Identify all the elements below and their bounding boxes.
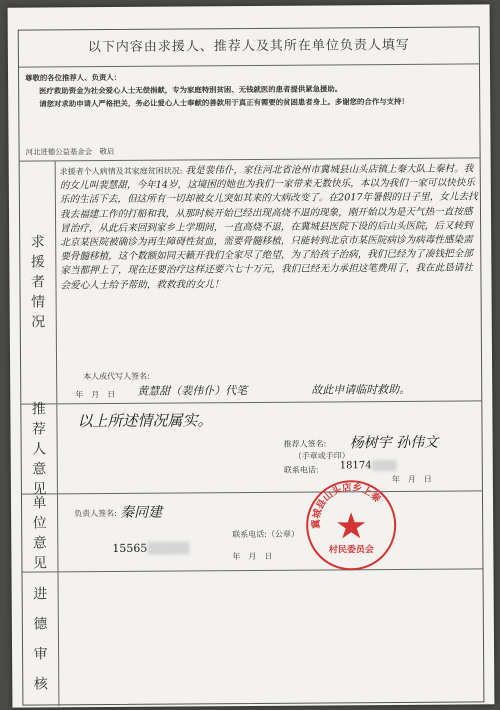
recommender-date: 年 月 日 xyxy=(391,474,432,485)
recommender-label xyxy=(21,400,58,498)
seal-bottom-text: 村民委员会 xyxy=(328,545,374,556)
unit-label xyxy=(22,494,59,571)
seal-star-icon xyxy=(337,512,365,538)
unit-phone-label: 联系电话:（公章） xyxy=(232,529,299,540)
recommender-signature-label: 推荐人签名: xyxy=(283,439,327,449)
applicant-statement-tail: 故此申请临时救助。 xyxy=(311,382,411,397)
label-char: 推 xyxy=(31,400,46,418)
notice-line1: 医疗救助资金为社会爱心人士无偿捐献，专为家庭特别贫困、无钱就医的患者提供紧急援助。 xyxy=(39,84,343,96)
unit-leader-label: 负责人签名: xyxy=(74,508,117,519)
label-char: 进 xyxy=(33,586,48,603)
redacted-digits xyxy=(147,541,189,554)
recommender-signature: 杨树宇 孙伟文 xyxy=(349,434,439,452)
label-char: 况 xyxy=(31,314,46,331)
applicant-date: 年 月 日 xyxy=(75,389,116,400)
label-char: 情 xyxy=(31,294,46,311)
label-char: 见 xyxy=(32,554,47,572)
recommender-signature-note: （手章或手印） xyxy=(293,451,350,461)
notice-greeting: 尊敬的各位推荐人、负责人： xyxy=(25,72,122,83)
applicant-section xyxy=(20,158,482,404)
notice-section xyxy=(19,64,480,161)
label-char: 人 xyxy=(32,440,47,458)
label-char: 者 xyxy=(30,274,46,291)
label-char: 核 xyxy=(33,676,48,693)
seal-arc-text: 冀城县山头店乡上秦 xyxy=(310,482,383,529)
applicant-handwritten-text: 我是裴伟仆，家住河北省沧州市冀城县山头店镇上秦大队上秦村。我的女儿叫裴慧甜，今年14岁，这境困的她也为我们一家带来无数快乐，本以为我们一家可以快快乐乐的生活下去，但这所有一切却被女儿突如其来的大病改变了。在2017年暑假的日子里，女儿去找我去福建工作的打船和我，从那时候开始已经出现高烧不退的现象，刚开始以为是天气热一直按感冒治疗，从此后来回到家乡上学期间，一直高烧不退，在冀城县医院下设的后山头医院，后又转到北京某医院被确诊为再生障碍性贫血，需要骨髓移植，只能转到北京市某医院病诊为病毒性感染需要骨髓移植，这个数额如同天籁开我们全家尽了绝望，为了给孩子治病，我们已经为了凑钱把全部家当都押上了，现在还要治疗这样还要六七十万元，我们已经无力承担这笔费用了，我在此恳请社会爱心人士给予帮助，救救我的女儿！ xyxy=(59,163,478,291)
recommender-opinion: 以上所述情况属实。 xyxy=(77,411,213,431)
unit-section xyxy=(22,482,483,572)
unit-leader-signature: 秦同建 xyxy=(120,504,163,521)
seal-graphic xyxy=(308,482,395,569)
label-char: 意 xyxy=(32,460,47,478)
application-form-page xyxy=(8,4,495,707)
applicant-signature: 黄慧甜（裴伟仆）代笔 xyxy=(137,384,248,398)
label-char: 援 xyxy=(30,254,45,271)
notice-organization: 河北进德公益基金会 敬启 xyxy=(25,146,115,157)
review-label xyxy=(23,572,60,706)
applicant-signature-label: 本人或代写人签名: xyxy=(83,371,150,382)
recommender-phone-label: 联系电话: xyxy=(283,465,319,475)
recommender-phone-value: 18174 xyxy=(339,460,372,472)
label-char: 荐 xyxy=(31,420,47,438)
notice-line2: 请您对求助申请人严格把关，务必让爱心人士奉献的善款用于真正有需要的贫困患者身上。多谢您的合作与支持！ xyxy=(39,96,409,109)
official-seal xyxy=(306,480,397,571)
review-section xyxy=(23,569,484,706)
label-char: 单 xyxy=(32,494,47,512)
recommender-phone xyxy=(340,460,397,471)
unit-date: 年 月 日 xyxy=(232,551,273,562)
applicant-label xyxy=(20,161,58,403)
applicant-statement xyxy=(60,162,479,293)
label-char: 德 xyxy=(33,616,48,633)
label-char: 位 xyxy=(32,514,47,532)
unit-phone-value: 15565 xyxy=(112,541,148,555)
recommender-section xyxy=(21,400,482,498)
form-title: 以下内容由求援人、推荐人及其所在单位负责人填写 xyxy=(19,27,479,67)
unit-phone xyxy=(112,541,189,555)
applicant-prompt: 求援者个人病情及其家庭贫困状况: xyxy=(59,166,183,177)
form-border xyxy=(18,26,485,705)
redacted-digits xyxy=(372,460,398,471)
label-char: 审 xyxy=(33,646,48,663)
label-char: 求 xyxy=(30,234,45,251)
label-char: 见 xyxy=(32,480,47,498)
label-char: 意 xyxy=(32,534,47,552)
